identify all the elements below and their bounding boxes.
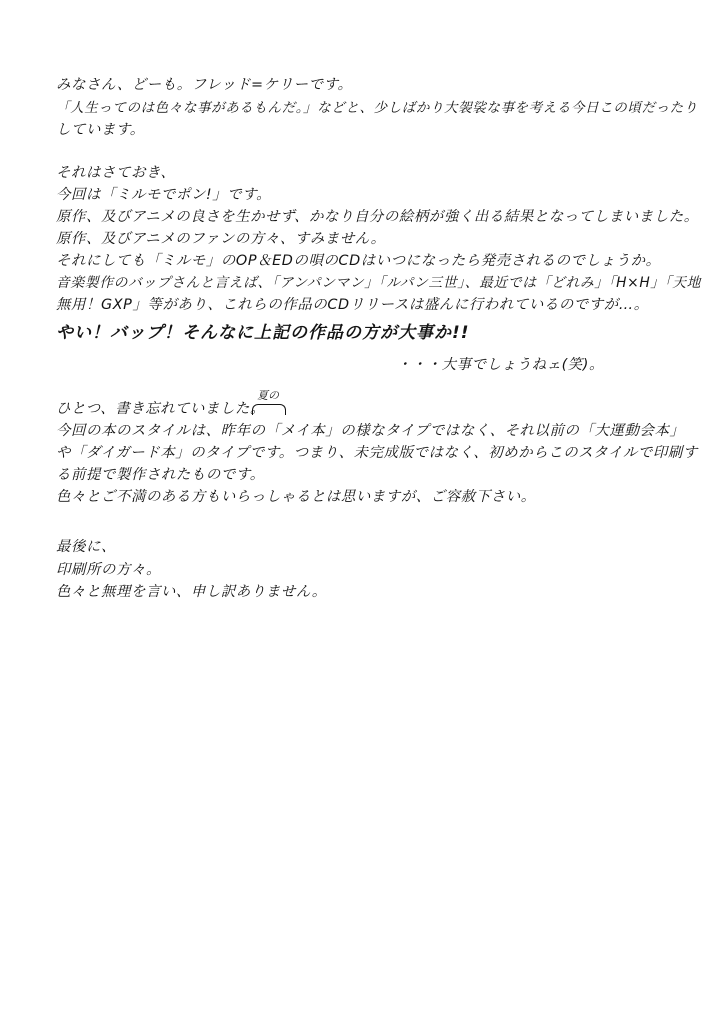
letter-line: 音楽製作のバップさんと言えば、「アンパンマン」「ルパン三世」、最近では「どれみ」「H×H」「天地 (56, 275, 701, 291)
letter-line: それにしても「ミルモ」のOP＆EDの唄のCDはいつになったら発売されるのでしょうか。 (56, 253, 661, 269)
letter-line: それはさておき、 (56, 165, 176, 181)
letter-line: 色々と無理を言い、申し訳ありません。 (56, 584, 327, 600)
letter-line: しています。 (56, 122, 145, 138)
letter-line: 無用！GXP」等があり、これらの作品のCDリリースは盛んに行われているのですが…。 (56, 297, 649, 313)
letter-line: 原作、及びアニメの良さを生かせず、かなり自分の絵柄が強く出る結果となってしまいました。 (56, 209, 699, 225)
letter-line: や「ダイガード本」のタイプです。つまり、未完成版ではなく、初めからこのスタイルで印刷す (56, 445, 698, 461)
letter-line: みなさん、どーも。フレッド=ケリーです。 (56, 77, 353, 93)
letter-line: 今回は「ミルモでポン!」です。 (56, 187, 272, 203)
letter-line: る前提で製作されたものです。 (56, 467, 265, 483)
letter-line: ひとつ、書き忘れていました。 (56, 401, 266, 417)
insertion-caret (252, 404, 286, 415)
letter-line: 最後に、 (56, 539, 116, 555)
letter-line: 色々とご不満のある方もいらっしゃるとは思いますが、ご容赦下さい。 (56, 489, 536, 505)
letter-line: 印刷所の方々。 (56, 562, 161, 578)
letter-aside: ・・・大事でしょうねェ(笑)。 (396, 357, 604, 373)
letter-exclamation: やい！バップ！そんなに上記の作品の方が大事か!! (56, 323, 470, 343)
insertion-note: 夏の (257, 389, 279, 402)
letter-line: 今回の本のスタイルは、昨年の「メイ本」の様なタイプではなく、それ以前の「大運動会本」 (56, 423, 685, 439)
letter-line: 原作、及びアニメのファンの方々、すみません。 (56, 231, 386, 247)
letter-line: 「人生ってのは色々な事があるもんだ。」などと、少しばかり大袈裟な事を考える今日この頃だったり (56, 100, 698, 116)
